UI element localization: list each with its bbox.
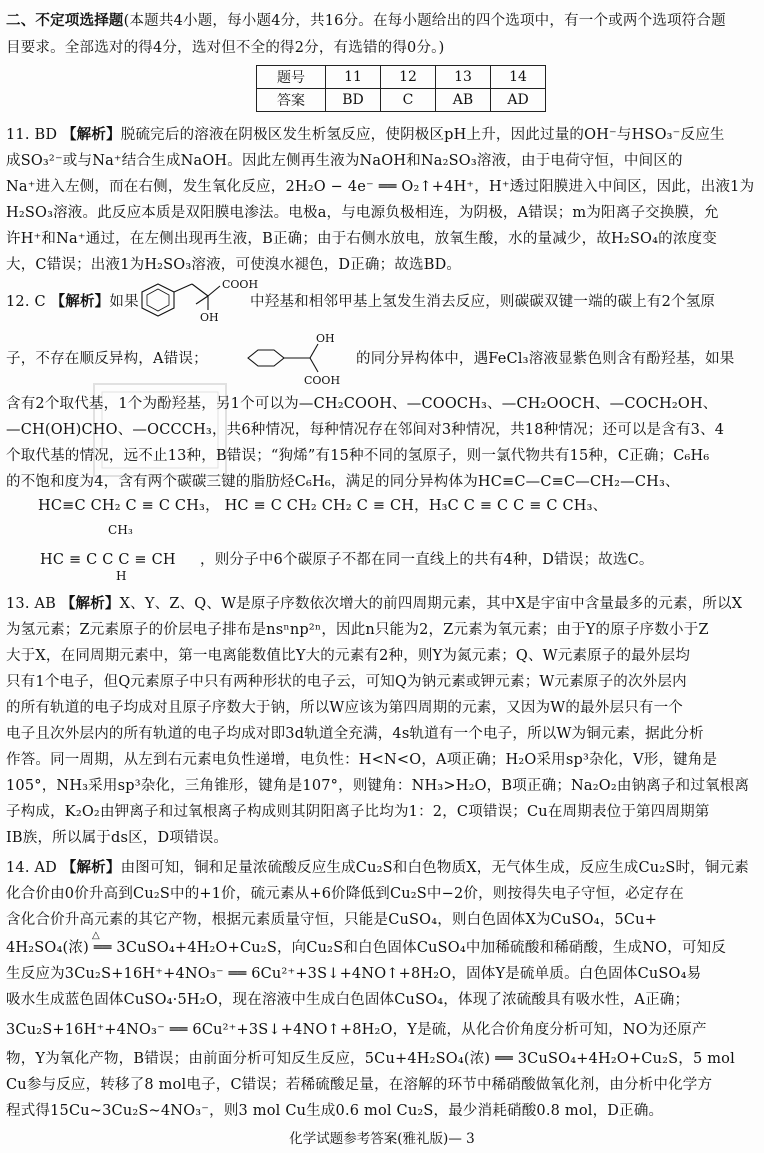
q14-line8: 物，Y为氧化产物，B错误；由前面分析可知反生反应，5Cu+4H₂SO₄(浓) ══ 3CuSO₄+4H₂O+Cu₂S，5 mol: [6, 1051, 735, 1067]
table-row-answers: [257, 89, 546, 112]
q12-line7: HC≡C CH₂ C ≡ C CH₃， HC ≡ C CH₂ CH₂ C ≡ CH，H₃C C ≡ C C ≡ C CH₃、: [38, 498, 608, 514]
q11-line6: 大，C错误；出液1为H₂SO₃溶液，可使溴水褪色，D正确；故选BD。: [6, 257, 462, 273]
q14-tag: 【解析】: [61, 859, 121, 876]
q13-tag: 【解析】: [60, 595, 120, 612]
q13-line5: 的所有轨道的电子均成对且原子序数大于钠，所以W应该为第四周期的元素，又因为W的最外层只有一个: [6, 700, 684, 716]
q13-line9: 子构成，K₂O₂由钾离子和过氧根离子构成则其阴阳离子比均为1：2，C项错误；Cu在周期表位于第四周期第: [6, 804, 710, 820]
q12-h-branch: H: [116, 569, 127, 583]
q14-line4: 4H₂SO₄(浓) ══ 3CuSO₄+4H₂O+Cu₂S，向Cu₂S和白色固体CuSO₄中加稀硫酸和稀硝酸，生成NO，可知反: [6, 940, 727, 956]
q14-text-1: 由图可知，铜和足量浓硫酸反应生成Cu₂S和白色物质X，无气体生成，反应生成Cu₂S时，铜元素: [120, 860, 749, 876]
q11-line4: H₂SO₃溶液。此反应本质是双阳膜电渗法。电极a，与电源负极相连，为阴极，A错误；m为阳离子交换膜，允: [6, 205, 719, 221]
q14-line10: 程式得15Cu~3Cu₂S~4NO₃⁻，则3 mol Cu生成0.6 mol Cu₂S，最少消耗硝酸0.8 mol，D正确。: [6, 1103, 664, 1119]
q11-line2: 成SO₃²⁻或与Na⁺结合生成NaOH。因此左侧再生液为NaOH和Na₂SO₃溶液，由于电荷守恒，中间区的: [6, 153, 683, 169]
q11-line1: [6, 126, 725, 144]
q13-text-1: X、Y、Z、Q、W是原子序数依次增大的前四周期元素，其中X是宇宙中含量最多的元素，所以X: [119, 596, 743, 612]
q11-line3: Na⁺进入左侧，而在右侧，发生氧化反应，2H₂O − 4e⁻ ══ O₂↑+4H⁺，H⁺透过阳膜进入中间区，因此，出液1为: [6, 179, 755, 195]
q14-line9: Cu参与反应，转移了8 mol电子，C错误；若稀硫酸足量，在溶解的环节中稀硝酸做氧化剂，由分析中化学方: [6, 1077, 713, 1093]
q12-ch3-branch: CH₃: [108, 523, 134, 537]
q12-line1: 中羟基和相邻甲基上氢发生消去反应，则碳碳双键一端的碳上有2个氢原: [250, 294, 716, 310]
q13-line6: 电子且次外层内的所有轨道的电子均成对即3d轨道全充满，4s轨道有一个电子，所以W为铜元素，据此分析: [6, 726, 704, 742]
q11-number: 11. BD: [6, 127, 58, 143]
table-cell-answer: C: [381, 89, 436, 112]
q13-line8: 105°，NH₃采用sp³杂化，三角锥形，键角是107°，则键角：NH₃>H₂O，B项正确；Na₂O₂由钠离子和过氧根离: [6, 778, 750, 794]
table-cell-number: 13: [436, 66, 491, 89]
q13-line7: 作答。同一周期，从左到右元素电负性递增，电负性：H<N<O，A项正确；H₂O采用sp³杂化，V形，键角是: [6, 752, 718, 768]
table-header-answer: 答案: [257, 89, 326, 112]
q12-line3: 含有2个取代基，1个为酚羟基，另1个可以为—CH₂COOH、—COOCH₃、—CH₂OOCH、—COCH₂OH、: [6, 396, 718, 412]
q12-tag: 【解析】: [50, 293, 110, 310]
struct1-oh: OH: [200, 311, 219, 324]
section-title: 二、不定项选择题: [6, 12, 124, 29]
q14-number: 14. AD: [6, 860, 57, 876]
table-cell-answer: AB: [436, 89, 491, 112]
q12-line2-start: 子，不存在顺反异构，A错误；: [6, 351, 208, 367]
table-cell-answer: AD: [491, 89, 546, 112]
q13-line10: ⅠB族，所以属于ds区，D项错误。: [6, 830, 229, 846]
section-desc-1: (本题共4小题，每小题4分，共16分。在每小题给出的四个选项中，有一个或两个选项符合题: [123, 13, 726, 29]
section-heading-line1: [6, 12, 726, 30]
q14-heat-symbol: △: [92, 930, 100, 941]
q14-line6: 吸水生成蓝色固体CuSO₄·5H₂O，现在溶液中生成白色固体CuSO₄，体现了浓硫酸具有吸水性，A正确；: [6, 992, 690, 1008]
page-footer: 化学试题参考答案(雅礼版)— 3: [289, 1131, 475, 1147]
q13-line2: 为氢元素；Z元素原子的价层电子排布是nsⁿnp²ⁿ，因此n只能为2，Z元素为氧元素；由于Y的原子序数小于Z: [6, 622, 709, 638]
q14-line7: 3Cu₂S+16H⁺+4NO₃⁻ ══ 6Cu²⁺+3S↓+4NO↑+8H₂O，Y是硫，从化合价角度分析可知，NO为还原产: [6, 1022, 707, 1038]
q14-line1: [6, 859, 749, 877]
section-heading-line2: 目要求。全部选对的得4分，选对但不全的得2分，有选错的得0分。): [6, 40, 445, 56]
table-row-numbers: [257, 66, 546, 89]
watermark-stamp: [90, 380, 230, 480]
struct2-cooh: COOH: [304, 374, 341, 386]
q14-line2: 化合价由0价升高到Cu₂S中的+1价，硫元素从+6价降低到Cu₂S中−2价，则按得失电子守恒，必定存在: [6, 886, 684, 902]
q13-line1: [6, 595, 742, 613]
answer-table: [256, 65, 546, 112]
q11-tag: 【解析】: [61, 126, 121, 143]
q11-text-1: 脱硫完后的溶液在阴极区发生析氢反应，使阴极区pH上升，因此过量的OH⁻与HSO₃⁻反应生: [120, 127, 725, 143]
q12-line4: —CH(OH)CHO、—OCCCH₃，共6种情况，每种情况存在邻间对3种情况，共18种情况；还可以是含有3、4: [6, 422, 725, 438]
q12-line5: 个取代基的情况，远不止13种，B错误；“狗烯”有15种不同的氢原子，则一氯代物共有15种，C正确；C₆H₆: [6, 448, 710, 464]
table-header-number: 题号: [257, 66, 326, 89]
table-cell-number: 14: [491, 66, 546, 89]
q14-line3: 含化合价升高元素的其它产物，根据元素质量守恒，只能是CuSO₄，则白色固体X为CuSO₄，5Cu+: [6, 912, 658, 928]
structure-mandelic-acid: [232, 330, 360, 386]
q14-line5: 生反应为3Cu₂S+16H⁺+4NO₃⁻ ══ 6Cu²⁺+3S↓+4NO↑+8H₂O，固体Y是硫单质。白色固体CuSO₄易: [6, 966, 702, 982]
table-cell-number: 11: [326, 66, 381, 89]
q12-line8: ，则分子中6个碳原子不都在同一直线上的共有4种，D错误；故选C。: [200, 552, 654, 568]
q12-pre: 如果: [109, 294, 139, 310]
q12-line2: 的同分异构体中，遇FeCl₃溶液显紫色则含有酚羟基，如果: [356, 351, 735, 367]
q12-line8-formula: HC ≡ C C C ≡ CH: [40, 552, 176, 568]
q12-number: 12. C: [6, 294, 46, 310]
q13-line4: 只有1个电子，但Q元素原子中只有两种形状的电子云，可知Q为钠元素或钾元素；W元素原子的次外层内: [6, 674, 687, 690]
q12-line1-start: [6, 293, 139, 311]
structure-hydroxy-acid: [138, 278, 260, 324]
struct2-oh: OH: [316, 332, 335, 345]
q13-line3: 大于X，在同周期元素中，第一电离能数值比Y大的元素有2种，则Y为氮元素；Q、W元素原子的最外层均: [6, 648, 691, 664]
table-cell-number: 12: [381, 66, 436, 89]
q11-line5: 许H⁺和Na⁺通过，在左侧出现再生液，B正确；由于右侧水放电，放氧生酸，水的量减少，故H₂SO₄的浓度变: [6, 231, 717, 247]
struct1-cooh: COOH: [222, 278, 259, 291]
q13-number: 13. AB: [6, 596, 56, 612]
table-cell-answer: BD: [326, 89, 381, 112]
q12-line6: 的不饱和度为4，含有两个碳碳三键的脂肪烃C₆H₆，满足的同分异构体为HC≡C—C≡C—CH₂—CH₃、: [6, 474, 680, 490]
